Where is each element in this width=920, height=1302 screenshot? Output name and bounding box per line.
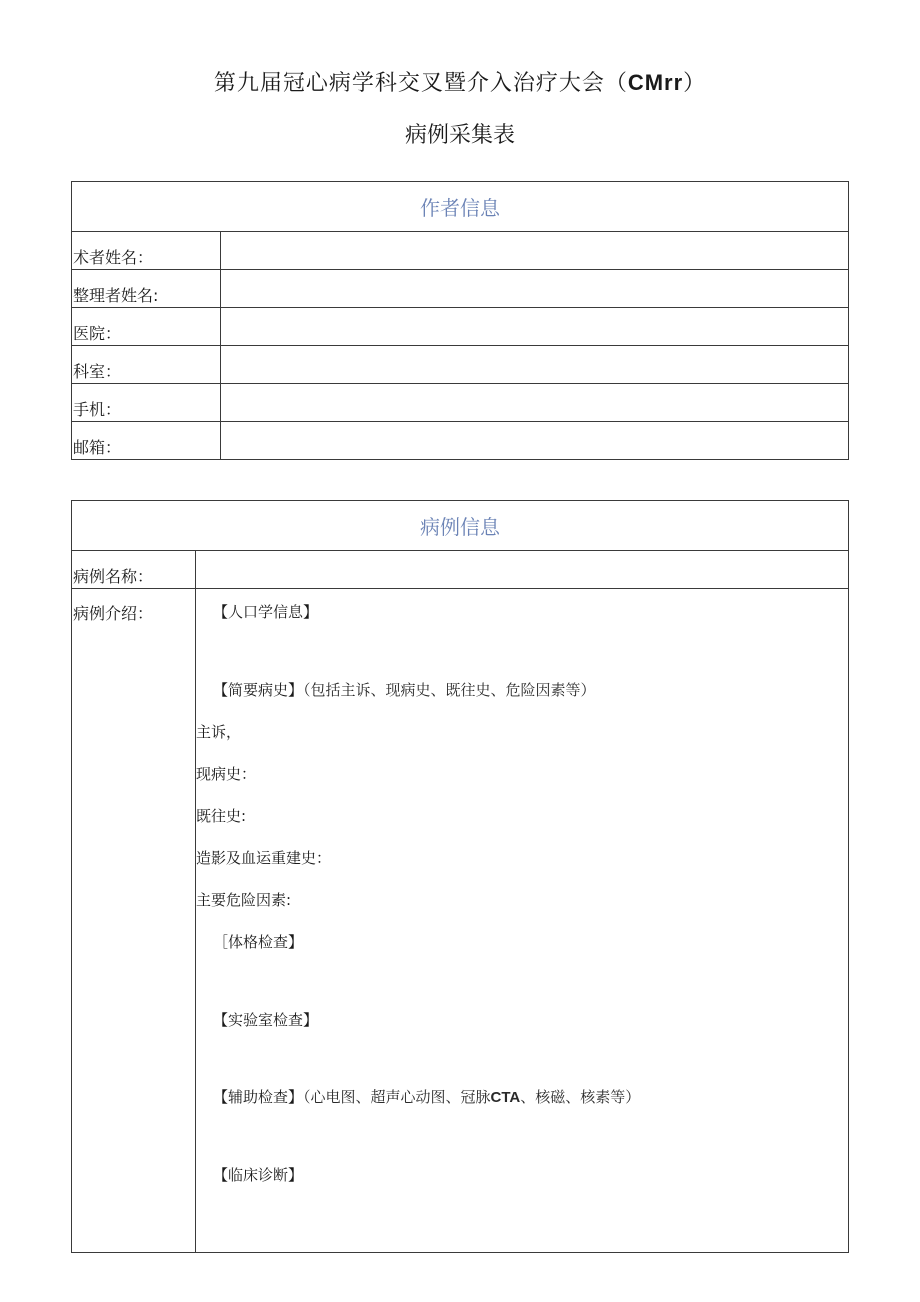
surgeon-name-label: 术者姓名：: [72, 232, 221, 270]
aux-exam-note-pre: （心电图、超声心动图、冠脉: [303, 1088, 491, 1106]
risk-factors-label: 主要危险因素:: [196, 891, 292, 909]
case-intro-content: [196, 589, 848, 1240]
brief-history-heading: 【简要病史】: [213, 681, 304, 699]
case-name-label: 病例名称：: [72, 551, 196, 589]
surgeon-name-field[interactable]: [221, 232, 849, 270]
case-section-heading: 病例信息: [72, 501, 849, 551]
chief-complaint-label: 主诉，: [196, 723, 242, 741]
department-label: 科室：: [72, 346, 221, 384]
phone-field[interactable]: [221, 384, 849, 422]
page-subtitle: 病例采集表: [404, 123, 515, 148]
lab-exam-heading: 【实验室检查】: [213, 1011, 319, 1029]
title-suffix: ）: [683, 71, 707, 96]
case-info-table: [71, 500, 849, 1253]
email-field[interactable]: [221, 422, 849, 460]
past-history-label: 既往史:: [196, 807, 247, 825]
diagnosis-heading: 【临床诊断】: [213, 1166, 304, 1184]
aux-exam-heading: 【辅助检查】: [213, 1088, 304, 1106]
title-prefix: 第九届冠心病学科交叉暨介入治疗大会（: [213, 71, 628, 96]
compiler-name-field[interactable]: [221, 270, 849, 308]
department-field[interactable]: [221, 346, 849, 384]
author-info-table: [71, 181, 849, 460]
hospital-field[interactable]: [221, 308, 849, 346]
email-label: 邮箱：: [72, 422, 221, 460]
case-name-field[interactable]: [196, 551, 849, 589]
angio-history-label: 造影及血运重建史：: [196, 849, 332, 867]
physical-exam-heading: ［体格检查】: [213, 933, 304, 951]
aux-exam-note-post: 、核磁、核素等）: [520, 1088, 641, 1106]
brief-history-line: [213, 679, 596, 700]
case-intro-label: 病例介绍：: [72, 589, 196, 1253]
title-abbr: CMrr: [627, 70, 684, 95]
aux-exam-line: [213, 1086, 640, 1107]
case-intro-field[interactable]: [196, 589, 849, 1253]
phone-label: 手机：: [72, 384, 221, 422]
hospital-label: 医院：: [72, 308, 221, 346]
demographics-heading: 【人口学信息】: [213, 603, 319, 621]
author-section-heading: 作者信息: [72, 182, 849, 232]
compiler-name-label: 整理者姓名:: [72, 270, 221, 308]
brief-history-note: （包括主诉、现病史、既往史、危险因素等）: [303, 681, 596, 699]
page-title: [0, 66, 920, 97]
aux-exam-note-cta: CTA: [490, 1089, 521, 1106]
present-illness-label: 现病史：: [196, 765, 257, 783]
